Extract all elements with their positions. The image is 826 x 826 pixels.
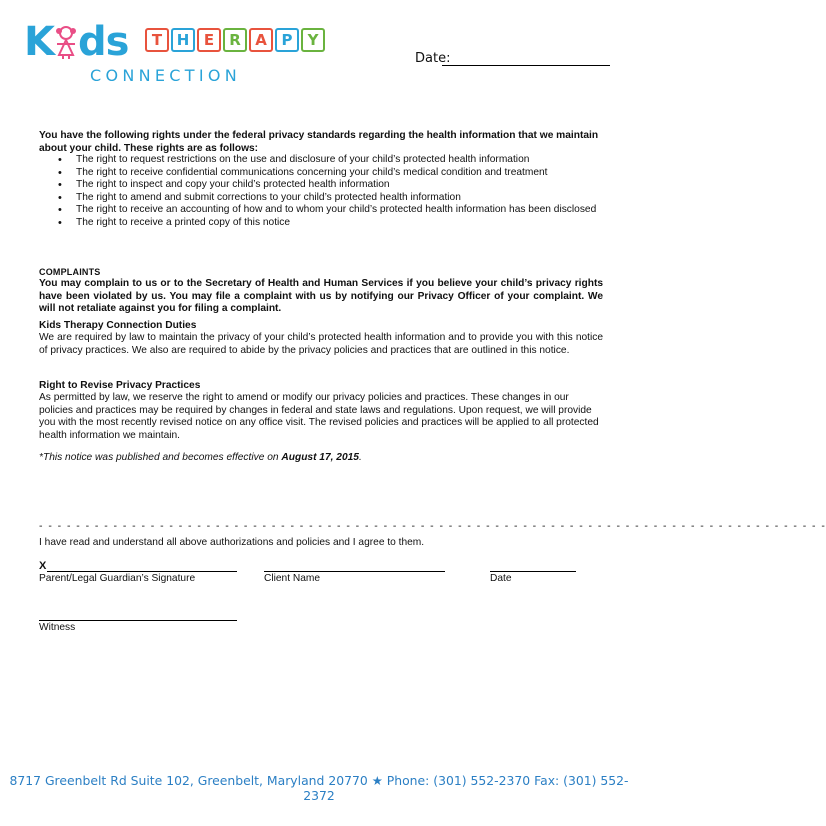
logo-block: H — [171, 28, 195, 52]
complaints-heading: COMPLAINTS — [39, 267, 101, 277]
rights-intro: You have the following rights under the federal privacy standards regarding the health information that we maintain about your child. These rights are as follows: — [39, 130, 599, 154]
client-name-line[interactable] — [264, 571, 445, 572]
logo-connection: CONNECTION — [90, 66, 242, 85]
logo-block: P — [275, 28, 299, 52]
logo-block: Y — [301, 28, 325, 52]
rights-list-item: • The right to receive an accounting of how and to whom your child’s protected health information has been disclosed — [58, 204, 606, 217]
rights-list — [58, 154, 606, 230]
date-field-line[interactable] — [442, 65, 610, 66]
logo-therapy-blocks — [145, 28, 325, 52]
witness-signature-line[interactable] — [39, 620, 237, 621]
effective-notice — [39, 452, 362, 465]
star-icon: ★ — [371, 773, 383, 788]
footer-address: 8717 Greenbelt Rd Suite 102, Greenbelt, Maryland 20770 — [9, 773, 368, 788]
guardian-signature-line[interactable] — [47, 571, 237, 572]
footer-phone-fax: Phone: (301) 552-2370 Fax: (301) 552-2372 — [303, 773, 629, 803]
duties-heading: Kids Therapy Connection Duties — [39, 320, 197, 331]
rights-list-item: • The right to amend and submit corrections to your child’s protected health information — [58, 192, 606, 205]
logo-block: A — [249, 28, 273, 52]
acknowledgement-text: I have read and understand all above authorizations and policies and I agree to them. — [39, 537, 425, 548]
logo-kids — [24, 19, 129, 65]
rights-list-item: • The right to request restrictions on the use and disclosure of your child’s protected health information — [58, 154, 606, 167]
logo-block: T — [145, 28, 169, 52]
complaints-text: You may complain to us or to the Secretary of Health and Human Services if you believe your child’s privacy rights have been violated by us. You may file a complaint with us by notifying our Privacy Officer of your complaint. We will not retaliate against you for filing a complaint. — [39, 278, 603, 315]
logo-block: R — [223, 28, 247, 52]
signature-x-mark: X — [39, 560, 47, 572]
date-label: Date: — [415, 51, 451, 66]
rights-list-item: • The right to receive confidential communications concerning your child’s medical condition and treatment — [58, 167, 606, 180]
signature-date-label: Date — [490, 573, 512, 584]
signature-date-line[interactable] — [490, 571, 576, 572]
client-name-label: Client Name — [264, 573, 321, 584]
notice-date: August 17, 2015 — [281, 452, 359, 463]
duties-text: We are required by law to maintain the privacy of your child’s protected health information and to provide you with this notice of privacy practices. We also are required to abide by the privacy policies and practices that are outlined in this notice. — [39, 332, 603, 356]
rights-list-item: • The right to inspect and copy your child’s protected health information — [58, 179, 606, 192]
footer-contact — [0, 773, 638, 803]
notice-suffix: . — [358, 452, 362, 463]
logo-kids-ds: ds — [78, 19, 129, 65]
doll-icon — [55, 25, 77, 59]
guardian-signature-label: Parent/Legal Guardian’s Signature — [39, 573, 196, 584]
rights-list-item: • The right to receive a printed copy of this notice — [58, 217, 606, 230]
cut-separator: - - - - - - - - - - - - - - - - - - - - - - - - - - - - - - - - - - - - - - - - - - - - - - - - - - - - - - - - - - - - - - - - - - - - - - - - - - - - - - - - - - - - - — [39, 520, 826, 532]
witness-label: Witness — [39, 622, 76, 633]
logo-kids-k: K — [24, 19, 54, 65]
revise-heading: Right to Revise Privacy Practices — [39, 380, 201, 391]
revise-text: As permitted by law, we reserve the right to amend or modify our privacy policies and practices. These changes in our policies and practices may be required by changes in federal and state laws and regulations. Upon request, we will provide you with the most recently revised notice on any office visit. The revised policies and practices will be applied to all protected health information we maintain. — [39, 392, 599, 441]
logo-block: E — [197, 28, 221, 52]
notice-prefix: *This notice was published and becomes effective on — [39, 452, 282, 463]
